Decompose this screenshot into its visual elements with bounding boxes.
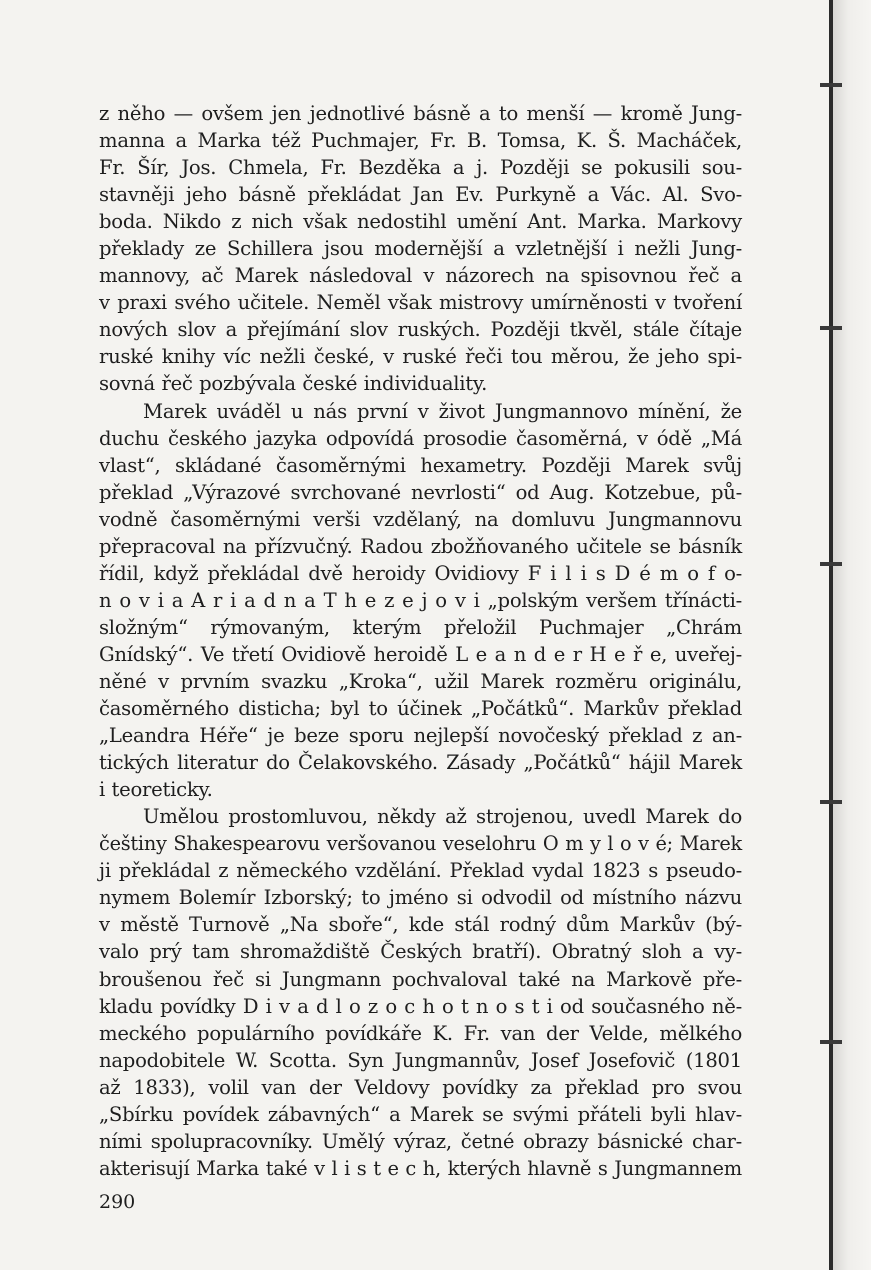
- binding-stitch: [820, 800, 842, 804]
- text-line: řídil, když překládal dvě heroidy Ovidiovy F i l i s D é m o f o-: [99, 561, 742, 585]
- text-line: mannovy, ač Marek následoval v názorech na spisovnou řeč a: [99, 264, 742, 288]
- text-line: ruské knihy víc nežli české, v ruské řeči tou měrou, že jeho spi-: [99, 345, 742, 369]
- text-line: „Sbírku povídek zábavných“ a Marek se svými přáteli byli hlav-: [99, 1102, 742, 1126]
- text-line: časoměrného disticha; byl to účinek „Počátků“. Markův překlad: [99, 697, 742, 721]
- text-line: duchu českého jazyka odpovídá prosodie časoměrná, v ódě „Má: [99, 426, 742, 450]
- text-line: vodně časoměrnými verši vzdělaný, na domluvu Jungmannovu: [99, 507, 742, 531]
- text-line: až 1833), volil van der Veldovy povídky za překlad pro svou: [99, 1075, 742, 1099]
- text-line: Umělou prostomluvou, někdy až strojenou, uvedl Marek do: [143, 805, 742, 829]
- text-line: napodobitele W. Scotta. Syn Jungmannův, Josef Josefovič (1801: [99, 1048, 742, 1072]
- text-line: ji překládal z německého vzdělání. Překlad vydal 1823 s pseudo-: [99, 859, 742, 883]
- text-line: meckého populárního povídkáře K. Fr. van der Velde, mělkého: [99, 1021, 742, 1045]
- text-line: stavněji jeho básně překládat Jan Ev. Purkyně a Vác. Al. Svo-: [99, 183, 742, 207]
- text-line: Marek uváděl u nás první v život Jungmannovo mínění, že: [143, 399, 742, 423]
- text-line: akterisují Marka také v l i s t e c h, kterých hlavně s Jungmannem: [99, 1156, 742, 1180]
- text-line: Fr. Šír, Jos. Chmela, Fr. Bezděka a j. Později se pokusili sou-: [99, 156, 742, 180]
- text-line: z něho — ovšem jen jednotlivé básně a to menší — kromě Jung-: [99, 102, 742, 125]
- text-line: něné v prvním svazku „Kroka“, užil Marek rozměru originálu,: [99, 669, 742, 693]
- binding-edge: [829, 0, 833, 1270]
- text-line: manna a Marka též Puchmajer, Fr. B. Tomsa, K. Š. Macháček,: [99, 129, 742, 153]
- text-line: „Leandra Héře“ je beze sporu nejlepší novočeský překlad z an-: [99, 724, 742, 748]
- body-text: [99, 100, 742, 1182]
- text-line: nymem Bolemír Izborský; to jméno si odvodil od místního názvu: [99, 886, 742, 910]
- binding-stitch: [820, 326, 842, 330]
- text-line: Gnídský“. Ve třetí Ovidiově heroidě L e a n d e r H e ř e, uveřej-: [99, 642, 742, 666]
- text-line: nových slov a přejímání slov ruských. Později tkvěl, stále čítaje: [99, 318, 742, 342]
- binding-shadow: [833, 0, 871, 1270]
- text-line: ními spolupracovníky. Umělý výraz, četné obrazy básnické char-: [99, 1129, 742, 1153]
- text-line: kladu povídky D i v a d l o z o c h o t n o s t i od současného ně-: [99, 994, 742, 1018]
- text-line: překlady ze Schillera jsou modernější a vzletnější i nežli Jung-: [99, 237, 742, 261]
- page-number: 290: [99, 1191, 136, 1213]
- text-line: valo prý tam shromaždiště Českých bratří). Obratný sloh a vy-: [99, 940, 742, 964]
- text-line: tických literatur do Čelakovského. Zásady „Počátků“ hájil Marek: [99, 751, 742, 775]
- binding-stitch: [820, 83, 842, 87]
- text-line: v praxi svého učitele. Neměl však mistrovy umírněnosti v tvoření: [99, 291, 742, 315]
- text-line: složným“ rýmovaným, kterým přeložil Puchmajer „Chrám: [99, 615, 742, 639]
- text-line: v městě Turnově „Na sboře“, kde stál rodný dům Markův (bý-: [99, 913, 742, 937]
- text-line: boda. Nikdo z nich však nedostihl umění Ant. Marka. Markovy: [99, 210, 742, 234]
- text-line: češtiny Shakespearovu veršovanou veselohru O m y l o v é; Marek: [99, 832, 742, 856]
- text-line: překlad „Výrazové svrchované nevrlosti“ od Aug. Kotzebue, pů-: [99, 480, 742, 504]
- text-line: přepracoval na přízvučný. Radou zbožňovaného učitele se básník: [99, 534, 742, 558]
- text-line: i teoreticky.: [99, 778, 213, 802]
- text-line: n o v i a A r i a d n a T h e z e j o v i „polským veršem třínácti-: [99, 588, 742, 612]
- text-line: vlast“, skládané časoměrnými hexametry. Později Marek svůj: [99, 453, 742, 477]
- text-line: broušenou řeč si Jungmann pochvaloval také na Markově pře-: [99, 967, 742, 991]
- binding-stitch: [820, 1040, 842, 1044]
- binding-stitch: [820, 562, 842, 566]
- text-line: sovná řeč pozbývala české individuality.: [99, 372, 488, 396]
